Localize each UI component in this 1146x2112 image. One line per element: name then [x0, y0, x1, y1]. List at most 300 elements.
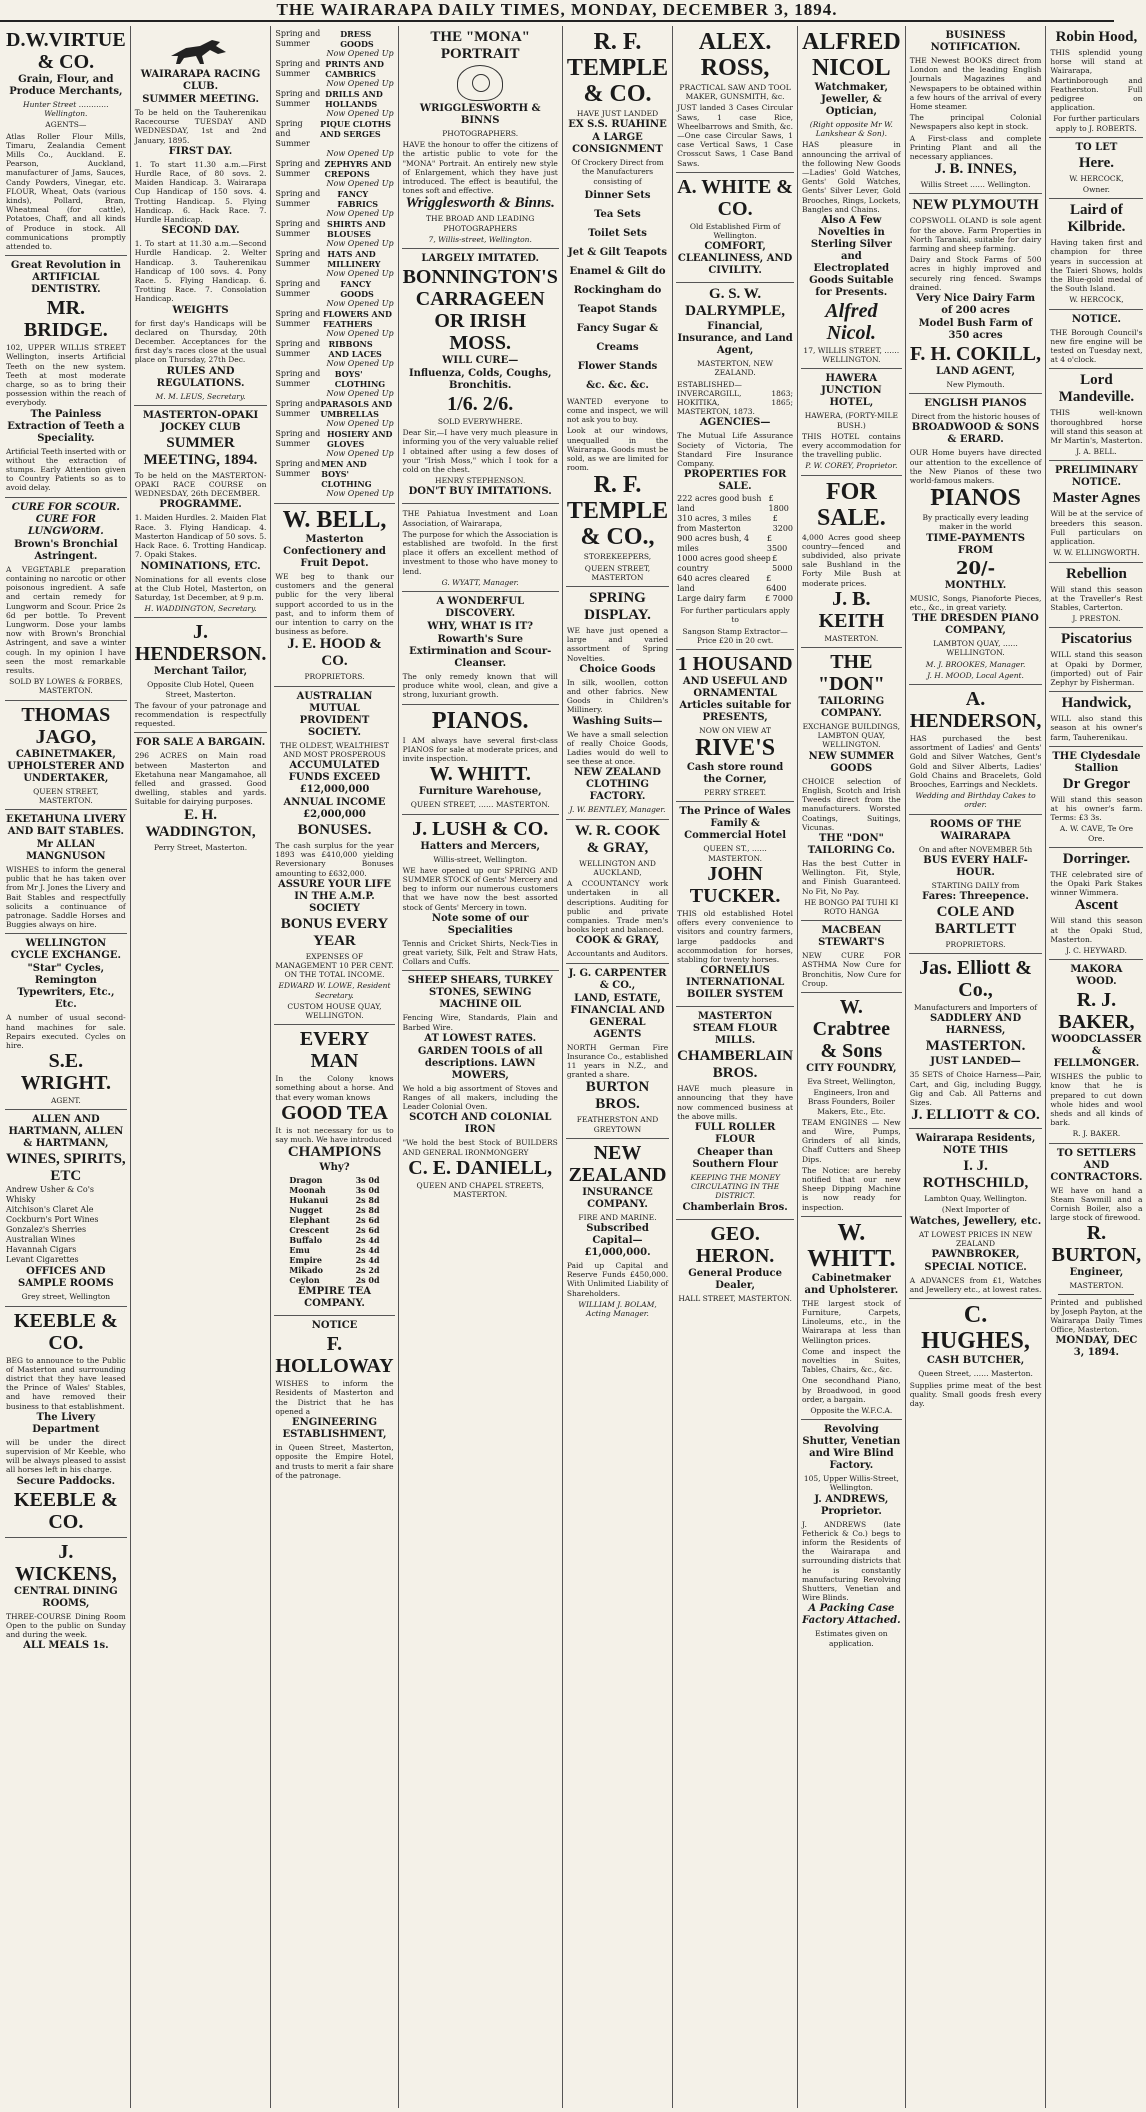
- spring-goods-ad: [274, 26, 394, 504]
- burton-engineer-addr: MASTERTON.: [1069, 1281, 1124, 1291]
- robin-hood-terms: For further particulars apply to J. ROBERTS.: [1053, 114, 1140, 133]
- broadwood-body: OUR Home buyers have directed our attention to the excellence of the New Pianos of these two world-famous makers.: [909, 448, 1042, 486]
- rive-title: RIVE'S: [695, 735, 776, 762]
- lush-addr: Willis-street, Wellington.: [433, 854, 528, 864]
- elliott-sub: Manufacturers and Importers of: [914, 1003, 1038, 1013]
- jago-title: THOMAS JAGO,: [21, 703, 111, 748]
- baker-sign: R. J. BAKER.: [1072, 1129, 1121, 1139]
- spring-goods-list: [275, 29, 393, 499]
- first-day-heading: FIRST DAY.: [168, 145, 233, 157]
- masthead: [0, 0, 1114, 22]
- bonuses-heading: BONUSES.: [297, 822, 372, 839]
- bridge-ad: [5, 256, 127, 497]
- cole-title: COLE AND BARTLETT: [934, 903, 1017, 937]
- tucker-body: THIS old established Hotel offers every convenience to visitors and country farmers, large paddocks and accommodation for horses, stabling for twenty horses.: [677, 908, 794, 964]
- bell-sign: J. A. BELL.: [1076, 447, 1117, 457]
- kilbride-title: Laird of Kilbride.: [1067, 202, 1126, 236]
- notice-ad: [1049, 310, 1143, 370]
- now-opened-text: Now Opened Up: [326, 269, 394, 278]
- baker-title: R. J. BAKER,: [1058, 989, 1135, 1034]
- branch-addr: CUSTOM HOUSE QUAY, WELLINGTON.: [287, 1001, 382, 1021]
- white-body-2: COMFORT, CLEANLINESS, AND CIVILITY.: [677, 241, 793, 277]
- ascent-title: Ascent: [1074, 897, 1119, 914]
- holloway-title: F. HOLLOWAY: [275, 1333, 394, 1378]
- property-row: 1000 acres good sheep country £ 5000: [677, 554, 793, 574]
- astringent-foot: SOLD BY LOWES & FORBES, MASTERTON.: [9, 677, 123, 696]
- nicol-sign: Alfred Nicol.: [825, 300, 878, 345]
- nicol-sub: Watchmaker, Jeweller, & Optician,: [814, 82, 888, 117]
- keith-addr: MASTERTON.: [824, 633, 879, 643]
- piscatorius-body: WILL stand this season at Opaki by Dormer, (imported) out of Fair Zephyr by Fisherman.: [1050, 650, 1143, 687]
- daniell-addr: QUEEN AND CHAPEL STREETS, MASTERTON.: [416, 1180, 544, 1199]
- pawnbroker-heading: PAWNBROKER,: [931, 1248, 1020, 1260]
- wines-title: WINES, SPIRITS, ETC: [6, 1151, 126, 1185]
- land-heading: LAND, ESTATE, FINANCIAL AND GENERAL AGENTS: [570, 992, 665, 1040]
- properties-heading: PROPERTIES FOR SALE.: [683, 469, 787, 493]
- everyman-heading: EVERY MAN: [299, 1028, 370, 1073]
- plymouth-body: COPSWOLL OLAND is sole agent for the above. Farm Properties in North Taranaki, suitable for dairy farming and sheep farming.: [909, 216, 1042, 254]
- summer-heading: NEW SUMMER GOODS: [808, 750, 895, 774]
- bonnington-cure: WILL CURE—: [442, 355, 519, 367]
- elliott-title-2: J. ELLIOTT & CO.: [911, 1107, 1040, 1124]
- plymouth-body-2: Dairy and Stock Farms of 500 acres in highly improved and securely ring fenced. Swamps drained.: [909, 255, 1042, 292]
- music-body: MUSIC, Songs, Pianoforte Pieces, etc., &c., in great variety.: [909, 593, 1042, 612]
- whitt-cabinet-addr: Opposite the W.F.C.A.: [810, 1406, 893, 1416]
- cycle-ad: [5, 934, 127, 1110]
- keeble-ad: [5, 1307, 127, 1538]
- tea-price-row: Dragon 3s 0d: [289, 1175, 380, 1186]
- capital-body: Paid up Capital and Reserve Funds £450,000. With Unlimited Liability of Shareholders.: [566, 1260, 669, 1298]
- spring-goods-item: Spring and Summer PIQUE CLOTHS AND SERGES: [275, 119, 392, 148]
- bonus-every-year: BONUS EVERY YEAR: [280, 915, 389, 949]
- nicol-ad: [801, 26, 902, 369]
- master-agnes-body: Will be at the service of breeders this season. Full particulars on application.: [1050, 509, 1143, 547]
- crabtree-body-3: The Notice: are hereby notified that our new Sheep Dipping Machine is now ready for inspection.: [802, 1165, 901, 1212]
- bus-ad: [909, 815, 1043, 955]
- largely-heading: LARGELY IMITATED.: [421, 253, 540, 265]
- nicol-sign-addr: 17, WILLIS STREET, …… WELLINGTON.: [803, 346, 900, 365]
- handwick-body: WILL also stand this season at his owner's farm, Tauherenikau.: [1050, 714, 1143, 742]
- sale-heading: FOR SALE.: [817, 478, 886, 531]
- pianos-whitt-ad: [402, 705, 559, 815]
- hercock-sign-2: W. HERCOCK,: [1069, 295, 1124, 305]
- opaki-body: To be held on the MASTERTON-OPAKI RACE COURSE on WEDNESDAY, 26th DECEMBER.: [134, 470, 267, 499]
- second-day-body: 1. To start at 11.30 a.m.—Second Hurdle Handicap. 2. Welter Handicap. 3. Tauherenikau Handicap of 100 sovs. 4. Pony Race. 5. Flying Handicap. 6. Trotting Race. 7. Consolation Handicap.: [134, 239, 267, 304]
- elliott-title: Jas. Elliott & Co.,: [919, 957, 1032, 1002]
- now-opened-text: Now Opened Up: [326, 109, 394, 118]
- tucker-addr: QUEEN ST., …… MASTERTON.: [703, 844, 767, 863]
- opaki-title: MASTERTON-OPAKI JOCKEY CLUB: [142, 409, 259, 433]
- cure-heading: CURE FOR SCOUR. CURE FOR LUNGWORM.: [11, 501, 120, 537]
- baker-ad: [1049, 960, 1143, 1143]
- cokill-title: F. H. COKILL,: [910, 343, 1042, 366]
- henderson-cake: Wedding and Birthday Cakes to order.: [915, 791, 1036, 810]
- opaki-sub: SUMMER MEETING, 1894.: [143, 434, 258, 468]
- engineering-heading: ENGINEERING ESTABLISHMENT,: [282, 1417, 387, 1441]
- tea-body: In the Colony knows something about a horse. And that every woman knows: [275, 1074, 394, 1102]
- english-pianos: ENGLISH PIANOS: [924, 398, 1027, 410]
- nominations-body: Nominations for all events close at the Club Hotel, Masterton, on Saturday, 1st December, at 9 p.m.: [134, 574, 267, 602]
- piscatorius-title: Piscatorius: [1061, 631, 1132, 648]
- roller-heading: FULL ROLLER FLOUR: [694, 1121, 776, 1145]
- imprint-date: MONDAY, DEC 3, 1894.: [1055, 1335, 1138, 1359]
- monthly-price: 20/-: [955, 557, 996, 579]
- rooms-heading: ROOMS OF THE WAIRARAPA: [929, 818, 1022, 842]
- tea-price-row: Buffalo 2s 4d: [289, 1235, 380, 1246]
- column-2: [131, 26, 272, 2108]
- kilbride-ad: [1049, 199, 1143, 309]
- gregor-title: Dr Gregor: [1062, 775, 1131, 792]
- whitt-title: W. WHITT.: [429, 763, 531, 786]
- heron-sub: General Produce Dealer,: [688, 1267, 782, 1291]
- robin-hood-ad: [1049, 26, 1143, 138]
- mona-ad: [402, 26, 559, 249]
- washing-body: We have a small selection of really Choice Goods, Ladies would do well to see these at once.: [566, 729, 669, 767]
- importer-text: (Next Importer of: [941, 1205, 1010, 1215]
- opaki-ad: [134, 406, 268, 618]
- investment-ad: [402, 504, 559, 592]
- lush-ad: [402, 815, 559, 972]
- note-body: Tennis and Cricket Shirts, Neck-Ties in great variety, Silk, Felt and Straw Hats, Collars and Cuffs.: [402, 938, 558, 967]
- burton-engineer-sub: Engineer,: [1069, 1267, 1124, 1279]
- virtue-addr: Hunter Street …………Wellington.: [23, 100, 109, 119]
- burton-ad: [1049, 1144, 1143, 1365]
- waddington-agent: E. H. WADDINGTON,: [145, 806, 256, 840]
- tea-price-row: Empire 2s 4d: [289, 1255, 380, 1266]
- hercock-ad: [1049, 138, 1143, 199]
- keeble-body: BEG to announce to the Public of Masterton and surrounding district that they have leased the Prince of Wales' Stables, and have removed their business to that establishment.: [6, 1355, 126, 1411]
- bonnington-sold: SOLD EVERYWHERE.: [437, 417, 523, 427]
- wickens-ad: [5, 1538, 127, 1658]
- prince-heading: The Prince of Wales Family & Commercial Hotel: [679, 806, 791, 842]
- spring-goods-item: Spring and Summer HOSIERY AND GLOVES: [275, 429, 393, 449]
- pianos-heading: PIANOS.: [431, 707, 529, 734]
- property-row: 310 acres, 3 miles from Masterton £ 3200: [677, 514, 794, 534]
- racehorse-illustration: [166, 32, 236, 66]
- dalrymple-body: ESTABLISHED—INVERCARGILL, 1863; HOKITIKA, 1865; MASTERTON, 1873.: [677, 379, 794, 417]
- mona-title: THE "MONA" PORTRAIT: [430, 29, 530, 62]
- spring-goods-item: Spring and Summer FANCY GOODS: [275, 279, 374, 299]
- macbean-body: NEW CURE FOR ASTHMA Now Cure for Bronchitis, Now Cure for Croup.: [802, 951, 901, 988]
- bentley-sign: J. W. BENTLEY, Manager.: [569, 805, 666, 815]
- temple-queen: QUEEN STREET, MASTERTON: [584, 563, 651, 582]
- macbean-ad: [801, 921, 902, 993]
- livery-heading: The Livery Department: [32, 1411, 100, 1435]
- sheepwash-title: Rowarth's Sure Extirmination and Scour-Cleanser.: [409, 634, 552, 670]
- cook-gray-ad: [566, 820, 669, 964]
- holloway-body: WISHES to inform the Residents of Masterton and the District that he has opened a: [275, 1379, 394, 1416]
- ross-sub: PRACTICAL SAW AND TOOL MAKER, GUNSMITH, &c.: [679, 83, 791, 102]
- rive-addr: PERRY STREET.: [704, 788, 767, 798]
- rebellion-body: Will stand this season at the Traveller's Rest Stables, Carterton.: [1050, 584, 1143, 612]
- henderson-tailor-title: J. HENDERSON.: [134, 621, 267, 666]
- tea-price-row: Ceylon 2s 0d: [289, 1275, 380, 1286]
- chamberlain-sign: Chamberlain Bros.: [682, 1201, 788, 1213]
- spring-goods-item: Spring and Summer BOYS' CLOTHING: [275, 369, 386, 389]
- spring-goods-item: Spring and Summer MEN AND BOYS' CLOTHING: [275, 459, 372, 489]
- gregor-body: Will stand this season at his owner's farm. Terms: £3 3s.: [1050, 794, 1143, 823]
- now-opened-text: Now Opened Up: [326, 359, 394, 368]
- spring-goods-item: Spring and Summer DRESS GOODS: [275, 29, 374, 49]
- cycle-sub: "Star" Cycles, Remington Typewriters, Etc., Etc.: [17, 963, 115, 1011]
- innes-ad: [909, 26, 1043, 194]
- bridge-title: MR. BRIDGE.: [23, 297, 108, 342]
- notice-heading: NOTICE: [311, 1320, 358, 1332]
- farm-sale-body: 296 ACRES on Main road between Masterton and Eketahuna near Mangamahoe, all felled and grassed. Good dwelling, stables and yards. Suitable for dairying purposes.: [134, 751, 267, 807]
- robin-hood-title: Robin Hood,: [1055, 29, 1138, 45]
- innes-title: J. B. INNES,: [934, 161, 1017, 178]
- cook-title-2: COOK & GRAY,: [575, 935, 660, 947]
- don-title-2: THE "DON" TAILORING Co.: [807, 832, 895, 856]
- lush-title: J. LUSH & CO.: [412, 817, 549, 840]
- choice-body: In silk, woollen, cotton and other fabrics. New Goods in Children's Millinery.: [566, 677, 669, 715]
- painless-body: Artificial Teeth inserted with or without the extraction of stumps. Early Attention given to Country Patients so as to avoid delay.: [6, 446, 126, 493]
- burton-title: BURTON BROS.: [585, 1079, 650, 1113]
- wine-item: Cockburn's Port Wines: [6, 1215, 99, 1225]
- white-title: A. WHITE & CO.: [677, 175, 793, 220]
- spring-goods-item: Spring and Summer HATS AND MILLINERY: [275, 249, 381, 269]
- temple-title-2: R. F. TEMPLE & CO.,: [566, 472, 669, 551]
- wines-list: [6, 1185, 126, 1265]
- divider: [1058, 1294, 1134, 1295]
- whitt-cabinet-ad: [801, 1217, 902, 1420]
- wb-addr-2: 7, Willis-street, Wellington.: [428, 234, 532, 244]
- bell-sub: Masterton Confectionery and Fruit Depot.: [283, 534, 386, 569]
- cycle-body: A number of usual second-hand machines for sale. Repairs executed. Cycles on hire.: [6, 1013, 126, 1050]
- ross-ad: [676, 26, 794, 173]
- rothschild-addr: Lambton Quay, Wellington.: [924, 1194, 1027, 1204]
- carpenter-title: J. G. CARPENTER & CO.,: [568, 967, 667, 991]
- offices-title: OFFICES AND SAMPLE ROOMS: [17, 1266, 114, 1290]
- crabtree-body-2: TEAM ENGINES — New and Wire, Pumps, Grinders of all kinds, Chaff Cutters and Sheep Dips.: [802, 1117, 901, 1164]
- column-5: [563, 26, 673, 2108]
- hartmann-ad: [5, 1110, 127, 1306]
- makora-heading: MAKORA WOOD.: [1070, 964, 1123, 988]
- corey-sign: P. W. COREY, Proprietor.: [805, 461, 898, 471]
- sheep-body: Fencing Wire, Standards, Plain and Barbed Wire.: [402, 1013, 558, 1032]
- settlers-body: WE have on hand a Steam Sawmill and a Cornish Boiler, also a large stock of firewood.: [1050, 1185, 1143, 1223]
- empire-heading: EMPIRE TEA COMPANY.: [297, 1286, 372, 1310]
- amp-ad: [274, 687, 394, 1026]
- second-day-heading: SECOND DAY.: [161, 225, 240, 237]
- garden-body: We hold a big assortment of Stoves and Ranges of all makers, including the Leader Colonial Oven.: [402, 1083, 558, 1112]
- weights-body: for first day's Handicaps will be declared on Thursday, 20th December. Acceptances for the first day's races close at the usual place on Thursday, 27th Dec.: [134, 318, 267, 365]
- washing-heading: Washing Suits—: [572, 715, 663, 727]
- sale-body: 4,000 Acres good sheep country—fenced and subdivided, also private sale Bushland in the Forty Mile Bush at moderate prices.: [802, 532, 901, 588]
- wright-title: S.E. WRIGHT.: [20, 1050, 111, 1095]
- property-row: 222 acres good bush land £ 1800: [677, 494, 789, 514]
- hercock-sub: Owner.: [1082, 185, 1110, 195]
- robin-hood-body: THIS splendid young horse will stand at Wairarapa, Martinborough and Featherston. Full pedigree on application.: [1050, 48, 1143, 113]
- holloway-ad: [274, 1316, 394, 1484]
- tea-price-row: Elephant 2s 6d: [289, 1215, 380, 1226]
- temple-ad: [566, 26, 669, 587]
- henderson-jeweller-ad: [909, 685, 1043, 815]
- spring-goods-item: Spring and Summer RIBBONS AND LACES: [275, 339, 382, 359]
- column-1: [2, 26, 131, 2108]
- wine-item: Levant Cigarettes: [6, 1255, 79, 1265]
- now-on-view: NOW ON VIEW AT: [699, 726, 772, 736]
- large-consignment: A LARGE CONSIGNMENT: [572, 132, 663, 156]
- to-let-heading: TO LET: [1075, 141, 1118, 153]
- wyatt-sign: G. WYATT, Manager.: [441, 577, 519, 587]
- notice-body: THE Borough Council's new fire engine will be tested on Tuesday next, at 4 o'clock.: [1050, 327, 1143, 365]
- lush-sub: Hatters and Mercers,: [420, 840, 541, 852]
- keith-title: J. B. KEITH: [818, 587, 885, 632]
- studio-title: WRIGGLESWORTH & BINNS: [419, 103, 541, 126]
- heron-ad: [676, 1220, 794, 1307]
- wickens-sub: CENTRAL DINING ROOMS,: [14, 1585, 118, 1609]
- now-opened-text: Now Opened Up: [326, 329, 394, 338]
- rive-ad: [676, 650, 794, 802]
- virtue-body: Atlas Roller Flour Mills, Timaru, Zealandia Cement Mills Co., Auckland. E. Pearson, Auckland, manufacturer of Jams, Sauces, Candy Powders, Vinegar, etc. FLOUR, Wheat, Oats (various kinds), Pollard, Bran, Wheatmeal (for cattle), Potatoes, Chaff, and all kinds of Produce in stock. All communications promptly attended to.: [6, 131, 126, 252]
- bolam-sign: WILLIAM J. BOLAM, Acting Manager.: [578, 1299, 657, 1318]
- hughes-sub: CASH BUTCHER,: [926, 1355, 1025, 1367]
- flour-mills-heading: MASTERTON STEAM FLOUR MILLS.: [692, 1011, 778, 1047]
- crockery-item: Teapot Stands: [577, 303, 658, 315]
- ellingworth-sign: W. W. ELLINGWORTH.: [1053, 548, 1140, 558]
- crockery-item: Dinner Sets: [584, 189, 651, 201]
- heyward-sign: J. C. HEYWARD.: [1065, 945, 1127, 955]
- builders-text: "We hold the best Stock of BUILDERS AND GENERAL IRONMONGERY: [402, 1138, 558, 1157]
- studio-body: HAVE the honour to offer the citizens of the artistic public to vote for the "MONA" Portrait. An entirely new style of Enlargement, which they have just introduced. The effect is beautiful, the tones soft and effective.: [402, 140, 558, 196]
- now-opened-text: Now Opened Up: [326, 389, 394, 398]
- nicol-title: ALFRED NICOL: [802, 29, 901, 81]
- mood-sign: J. H. MOOD, Local Agent.: [927, 670, 1024, 680]
- tea-ad: [274, 1025, 394, 1316]
- keeping-text: KEEPING THE MONEY CIRCULATING IN THE DISTRICT.: [690, 1172, 780, 1201]
- column-3: [271, 26, 398, 2108]
- meals-heading: ALL MEALS 1s.: [23, 1640, 109, 1652]
- starting-text: STARTING DAILY from: [931, 880, 1020, 890]
- nz-clothing: NEW ZEALAND CLOTHING FACTORY.: [574, 767, 661, 803]
- junction-title: HAWERA JUNCTION HOTEL,: [821, 373, 882, 409]
- cook-title: W. R. COOK & GRAY,: [574, 822, 661, 856]
- bonnington-testimonial: Dear Sir,—I have very much pleasure in informing you of the very valuable relief I obtained after using a few doses of your "Irish Moss," which I took for a cold on the chest.: [402, 428, 558, 475]
- cook-sub: Accountants and Auditors.: [567, 949, 668, 959]
- handwick-title: Handwick,: [1061, 695, 1132, 712]
- now-opened-text: Now Opened Up: [326, 149, 394, 158]
- innes-sub: BUSINESS NOTIFICATION.: [930, 30, 1021, 53]
- hartmann-title: ALLEN AND HARTMANN, ALLEN & HARTMANN,: [8, 1114, 124, 1150]
- henderson-tailor-ad: [134, 618, 268, 733]
- junction-body: THIS HOTEL contains every accommodation for the travelling public.: [802, 431, 901, 460]
- dalrymple-ad: [676, 283, 794, 650]
- holloway-body-2: in Queen Street, Masterton, opposite the Empire Hotel, and trusts to merit a fair share of the patronage.: [275, 1443, 394, 1480]
- fares-heading: Fares: Threepence.: [922, 890, 1029, 902]
- bus-heading: BUS EVERY HALF-HOUR.: [923, 854, 1028, 878]
- wb-script: Wrigglesworth & Binns.: [405, 195, 555, 212]
- broadwood-heading: BROADWOOD & SONS & ERARD.: [911, 422, 1040, 446]
- dorringer-body: THE celebrated sire of the Opaki Park Stakes winner Wimmera.: [1050, 869, 1143, 898]
- champions-heading: CHAMPIONS: [287, 1144, 382, 1161]
- pianos-big-heading: PIANOS: [930, 485, 1021, 512]
- first-day-body: 1. To start 11.30 a.m.—First Hurdle Race, of 80 sovs. 2. Maiden Handicap. 3. Wairarapa Cup Handicap of 150 sovs. 4. Trotting Handicap. 5. Flying Handicap. 6. Hack Race. 7. Hurdle Handicap.: [134, 159, 267, 225]
- kilbride-body: Having taken first and champion for three years in succession at the Taieri Shows, holds the Blue-gold medal of the South Island.: [1050, 238, 1143, 294]
- mandeville-body: THIS well-known thoroughbred horse will stand this season at Mr Martin's, Masterton.: [1050, 408, 1143, 446]
- crabtree-title: W. Crabtree & Sons: [812, 995, 891, 1062]
- whitt-cabinet-body-3: One secondhand Piano, by Broadwood, in good order, a bargain.: [802, 1376, 901, 1404]
- hood-body: WE beg to thank our customers and the general public for the very liberal support accorded to us in the past, and to inform them of our intention to carry on the business as before.: [275, 572, 394, 637]
- crabtree-sub: CITY FOUNDRY,: [806, 1062, 897, 1074]
- lowe-sign: EDWARD W. LOWE, Resident Secretary.: [278, 981, 391, 1000]
- cook-addr: WELLINGTON AND AUCKLAND,: [579, 858, 656, 877]
- preliminary-heading: PRELIMINARY NOTICE.: [1054, 465, 1138, 489]
- rebellion-title: Rebellion: [1066, 565, 1127, 582]
- don-body-2: Has the best Cutter in Wellington. Fit, Style, and Finish Guaranteed. No Fit, No Pay.: [802, 858, 901, 896]
- nominations-heading: NOMINATIONS, ETC.: [140, 560, 261, 572]
- wanted-body: Look at our windows, unequalled in the Wairarapa. Goods must be sold, as we are limited for room.: [566, 426, 669, 473]
- secretary-name: M. M. LEUS, Secretary.: [155, 391, 246, 401]
- whitt-cabinet-body-2: Come and inspect the novelties in Suites, Tables, Chairs, &c., &c.: [802, 1346, 901, 1375]
- pianos-body-2: By practically every leading maker in the world: [922, 513, 1029, 532]
- agencies-heading: AGENCIES—: [699, 417, 771, 429]
- tucker-title: JOHN TUCKER.: [689, 862, 781, 907]
- crockery-item: Fancy Sugar & Creams: [576, 322, 659, 353]
- tea-price-row: Mikado 2s 2d: [289, 1265, 380, 1276]
- now-opened-text: Now Opened Up: [326, 489, 394, 498]
- lush-body: WE have opened up our SPRING AND SUMMER STOCK of Gents' Mercery and beg to inform our numerous customers that we have now the best assorted stock of Gents' Mercery in town.: [402, 865, 558, 912]
- clydesdale-heading: THE Clydesdale Stallion: [1052, 750, 1141, 774]
- spring-goods-item: Spring and Summer PARASOLS AND UMBRELLAS: [275, 399, 393, 419]
- henderson-jeweller-title: A. HENDERSON,: [909, 687, 1042, 732]
- painless-heading: The Painless Extraction of Teeth a Speciality.: [7, 408, 125, 444]
- stephenson-sign: HENRY STEPHENSON.: [435, 476, 526, 486]
- amp-sub: THE OLDEST, WEALTHIEST AND MOST PROSPEROUS: [280, 740, 389, 759]
- monthly-heading: MONTHLY.: [944, 579, 1007, 591]
- featherston: FEATHERSTON AND GREYTOWN: [576, 1115, 659, 1134]
- expenses-text: EXPENSES OF MANAGEMENT 10 PER CENT. ON THE TOTAL INCOME.: [275, 951, 394, 980]
- rules-heading: RULES AND REGULATIONS.: [156, 365, 245, 389]
- wairarapa-residents: Wairarapa Residents, NOTE THIS: [915, 1133, 1036, 1157]
- carpenter-ad: [566, 964, 669, 1139]
- properties-list: [677, 494, 793, 604]
- spring-goods-item: Spring and Summer FLOWERS AND FEATHERS: [275, 309, 392, 329]
- revolving-addr: 105, Upper Willis-Street, Wellington.: [803, 1474, 899, 1493]
- chamberlain-title: CHAMBERLAIN BROS.: [677, 1048, 794, 1082]
- baker-sub: WOODCLASSER & FELLMONGER.: [1051, 1034, 1142, 1070]
- column-4: [399, 26, 563, 2108]
- keeble-title-2: KEEBLE & CO.: [13, 1488, 118, 1533]
- spring-goods-item: Spring and Summer FANCY FABRICS: [275, 189, 379, 209]
- cole-sub: PROPRIETORS.: [945, 939, 1006, 949]
- keith-sale-ad: [801, 476, 902, 648]
- wickens-title: J. WICKENS,: [15, 1540, 117, 1585]
- tea-price-row: Crescent 2s 6d: [289, 1225, 380, 1236]
- racing-title: WAIRARAPA RACING CLUB.: [140, 69, 261, 92]
- sheepwash-body: The only remedy known that will produce white wool, clean, and give a strong, luxuriant growth.: [402, 672, 558, 700]
- exchange-addr: EXCHANGE BUILDINGS, LAMBTON QUAY, WELLINGTON.: [802, 722, 901, 750]
- waddington-addr: Perry Street, Masterton.: [153, 842, 248, 852]
- innes-body: THE Newest BOOKS direct from London and the leading English Journals Magazines and Newspapers to be obtained within a few hours of the arrival of every Home steamer.: [909, 56, 1042, 112]
- bonnington-price: 1/6. 2/6.: [447, 393, 514, 416]
- crabtree-body: Engineers, Iron and Brass Founders, Boiler Makers, Etc., Etc.: [807, 1088, 895, 1116]
- nicol-body: HAS pleasure in announcing the arrival of the following New Goods—Ladies' Gold Watches, Gents' Gold Watches, Gents' Silver Lever, Gold Brooches, Rings, Lockets, Bangles and Chains.: [802, 140, 901, 214]
- hood-title: J. E. HOOD & CO.: [287, 636, 382, 670]
- dalrymple-addr: MASTERTON, NEW ZEALAND.: [697, 359, 774, 378]
- racing-ad: [134, 26, 268, 406]
- bonnington-ad: [402, 249, 559, 504]
- agencies-body: The Mutual Life Assurance Society of Victoria, The Standard Fire Insurance Company.: [677, 431, 794, 469]
- chamberlain-ad: [676, 1007, 794, 1219]
- saddlery-heading: SADDLERY AND HARNESS,: [929, 1013, 1022, 1037]
- mangnuson-body: WISHES to inform the general public that he has taken over from Mr J. Jones the Livery and Bait Stables and respectfully solicits a continuance of patronage. Saddle Horses and Buggies always on hire.: [6, 864, 126, 930]
- whitt-sub: Furniture Warehouse,: [418, 786, 542, 798]
- newspaper-page: [2, 26, 1143, 2108]
- waddington-sign: H. WADDINGTON, Secretary.: [144, 604, 257, 614]
- ascent-body: Will stand this season at the Opaki Stud, Masterton.: [1050, 916, 1143, 944]
- macbean-title: MACBEAN STEWART'S: [818, 925, 885, 949]
